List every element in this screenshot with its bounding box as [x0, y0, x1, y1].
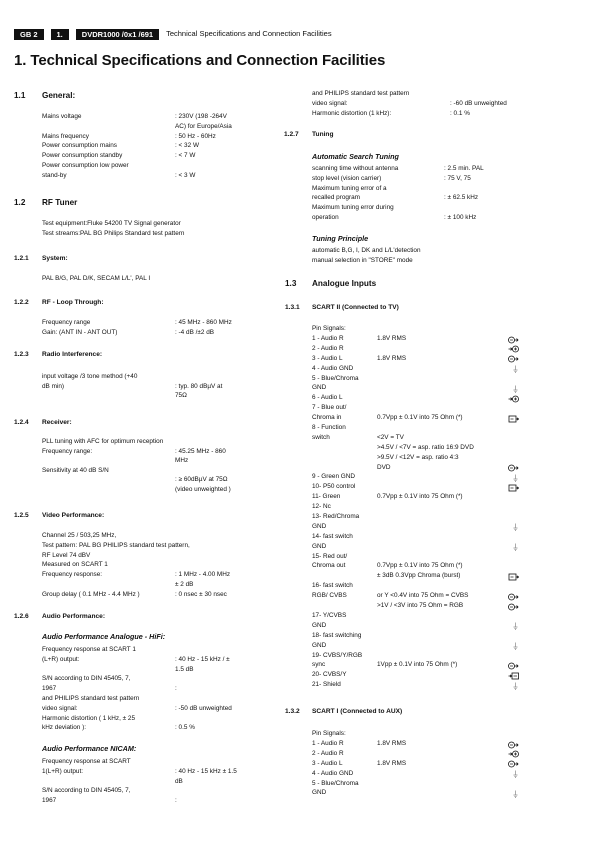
spec-value: MHz — [175, 457, 189, 465]
text-lines — [312, 247, 421, 267]
pin-name: 19- CVBS/Y/RGB — [312, 651, 363, 659]
spec-value: : — [175, 797, 177, 805]
section-title: RF Tuner — [42, 198, 78, 207]
spec-value: dB — [175, 777, 183, 785]
section-title: Radio Interference: — [42, 351, 103, 358]
spec-label: S/N according to DIN 45405, 7, — [42, 787, 131, 795]
pin-row — [312, 760, 520, 770]
spec-row — [42, 571, 302, 581]
spec-row — [42, 758, 302, 768]
pin-name: GND — [312, 542, 327, 550]
signal-out-icon — [508, 336, 519, 344]
text-lines — [42, 220, 184, 240]
spec-value: : < 3 W — [175, 171, 196, 179]
spec-label: scanning time without antenna — [312, 165, 399, 172]
pin-row — [312, 770, 520, 780]
text-line: Pin Signals: — [312, 730, 346, 737]
spec-label: 1967 — [42, 797, 57, 805]
subsection-title: Automatic Search Tuning — [312, 152, 399, 161]
pin-name: 5 - Blue/Chroma — [312, 374, 359, 382]
text-line: Test equipment:Fluke 54200 TV Signal generator — [42, 220, 181, 227]
pin-name: GND — [312, 641, 327, 649]
spec-row — [42, 724, 302, 734]
spec-label: video signal: — [42, 704, 78, 712]
spec-row — [42, 646, 302, 656]
spec-rows — [42, 113, 302, 182]
pin-row — [312, 355, 520, 365]
spec-row — [42, 329, 302, 339]
pin-row — [312, 394, 520, 404]
signal-out-icon — [508, 603, 519, 611]
section-title: Video Performance: — [42, 512, 105, 519]
spec-label: (L+R) output: — [42, 655, 80, 663]
pin-row — [312, 384, 520, 394]
subsection-title: Audio Performance Analogue - HiFi: — [42, 632, 166, 641]
pin-name: 3 - Audio L — [312, 759, 343, 767]
spec-label: recalled program — [312, 194, 360, 202]
section-number: 1.2.7 — [284, 131, 299, 138]
pin-name: RGB/ CVBS — [312, 592, 347, 600]
spec-label: input voltage /3 tone method (+40 — [42, 373, 138, 380]
spec-value: 75Ω — [175, 392, 187, 400]
spec-label: Frequency response: — [42, 571, 103, 579]
pin-row — [312, 652, 520, 662]
pin-name: 21- Shield — [312, 681, 341, 689]
pin-spec: 1.8V RMS — [377, 335, 407, 342]
section-number: 1.2 — [14, 198, 26, 207]
spec-value: : — [175, 685, 177, 693]
spec-value: : < 7 W — [175, 152, 196, 160]
pin-name: 20- CVBS/Y — [312, 671, 347, 679]
spec-value: : 2.5 min. PAL — [444, 165, 484, 172]
text-line: manual selection in "STORE" mode — [312, 256, 413, 264]
pin-spec: >1V / <3V into 75 Ohm = RGB — [377, 602, 464, 610]
ground-icon — [508, 622, 519, 630]
spec-rows — [42, 438, 302, 496]
pin-row — [312, 632, 520, 642]
spec-label: video signal: — [312, 99, 348, 107]
pin-row — [312, 681, 520, 691]
spec-row — [42, 552, 302, 562]
spec-label: Test pattern: PAL BG PHILIPS standard test pattern, — [42, 541, 190, 549]
pin-row — [312, 493, 520, 503]
video-out-icon — [508, 573, 519, 581]
section-title: Analogue Inputs — [312, 279, 377, 288]
spec-value: : 45 MHz - 860 MHz — [175, 319, 232, 326]
signal-in-icon — [508, 345, 519, 353]
pin-name: 15- Red out/ — [312, 552, 348, 560]
spec-value: : -50 dB unweighted — [175, 704, 232, 712]
text-line: automatic B,G, I, DK and L/L'detection — [312, 247, 421, 254]
ground-icon — [508, 385, 519, 393]
section-number: 1.2.4 — [14, 419, 29, 426]
spec-label: Maximum tuning error during — [312, 204, 394, 212]
section-number: 1.2.3 — [14, 351, 29, 358]
spec-label: and PHILIPS standard test pattern — [312, 90, 410, 97]
spec-row — [42, 666, 302, 676]
ground-icon — [508, 365, 519, 373]
pin-spec: >9.5V / <12V = asp. ratio 4:3 — [377, 453, 459, 461]
spec-label: operation — [312, 213, 339, 221]
pin-spec: 1.8V RMS — [377, 354, 407, 362]
pin-row — [312, 582, 520, 592]
spec-row — [42, 787, 302, 797]
spec-rows — [42, 758, 302, 807]
pin-row — [312, 553, 520, 563]
signal-in-icon — [508, 750, 519, 758]
pin-name: 14- fast switch — [312, 532, 353, 540]
spec-value: : ± 100 kHz — [444, 213, 477, 221]
signal-out-icon — [508, 741, 519, 749]
text-line: PAL B/G, PAL D/K, SECAM L/L', PAL I — [42, 275, 151, 282]
pin-spec: <2V = TV — [377, 433, 404, 441]
spec-label: S/N according to DIN 45405, 7, — [42, 675, 131, 683]
spec-row — [42, 373, 302, 383]
spec-value: : -4 dB /±2 dB — [175, 328, 215, 336]
spec-label: Harmonic distortion ( 1 kHz, ± 25 — [42, 714, 136, 722]
pin-row — [312, 434, 520, 444]
spec-row — [42, 467, 302, 477]
spec-row — [42, 542, 302, 552]
section-title: SCART II (Connected to TV) — [312, 304, 399, 311]
spec-label: PLL tuning with AFC for optimum reception — [42, 438, 164, 445]
pin-row — [312, 444, 520, 454]
ground-icon — [508, 790, 519, 798]
pin-row — [312, 602, 520, 612]
pin-row — [312, 543, 520, 553]
spec-row — [42, 162, 302, 172]
pin-row — [312, 335, 520, 345]
pin-row — [312, 464, 520, 474]
spec-label: Mains voltage — [42, 113, 82, 120]
spec-value: : 230V (198 -264V — [175, 113, 227, 120]
spec-value: : 50 Hz - 60Hz — [175, 132, 216, 140]
spec-label: Power consumption standby — [42, 152, 123, 160]
text-lines — [42, 275, 150, 285]
ground-icon — [508, 770, 519, 778]
signal-out-icon — [508, 593, 519, 601]
spec-row — [42, 685, 302, 695]
section-title: RF - Loop Through: — [42, 299, 104, 306]
pin-spec: 0.7Vpp ± 0.1V into 75 Ohm (*) — [377, 414, 463, 422]
spec-label: Power consumption mains — [42, 142, 117, 150]
pin-name: 11- Green — [312, 493, 341, 501]
ground-icon — [508, 523, 519, 531]
pin-row — [312, 404, 520, 414]
spec-value: : ≥ 60dBµV at 75Ω — [175, 476, 228, 484]
pin-name: 1 - Audio R — [312, 740, 344, 747]
section-number: 1.2.1 — [14, 255, 29, 262]
signal-in-icon — [508, 395, 519, 403]
spec-label: RF Level 74 dBV — [42, 551, 91, 559]
spec-label: and PHILIPS standard test pattern — [42, 694, 140, 702]
signal-out-icon — [508, 355, 519, 363]
spec-label: Frequency response at SCART 1 — [42, 646, 136, 653]
pin-name: sync — [312, 661, 326, 669]
ground-icon — [508, 682, 519, 690]
spec-label: Frequency range: — [42, 447, 93, 455]
pin-row — [312, 513, 520, 523]
pin-name: 4 - Audio GND — [312, 769, 354, 777]
spec-value: : 0.5 % — [175, 724, 195, 732]
spec-value: : 1 MHz - 4.00 MHz — [175, 571, 231, 579]
pin-name: 2 - Audio R — [312, 344, 344, 352]
pin-row — [312, 671, 520, 681]
spec-row — [42, 123, 302, 133]
video-out-icon — [508, 484, 519, 492]
pin-row — [312, 642, 520, 652]
spec-row — [42, 172, 302, 182]
spec-value: : typ. 80 dBµV at — [175, 382, 223, 390]
pin-spec: or Y <0.4V into 75 Ohm = CVBS — [377, 592, 469, 600]
spec-value: : 40 Hz - 15 kHz ± 1.5 — [175, 767, 237, 775]
spec-row — [42, 133, 302, 143]
pin-name: 10- P50 control — [312, 483, 356, 491]
spec-value: : 75 V, 75 — [444, 174, 471, 182]
spec-value: 1.5 dB — [175, 665, 194, 673]
signal-out-icon — [508, 760, 519, 768]
pin-row — [312, 661, 520, 671]
section-number: 1.3 — [285, 279, 297, 288]
header-title: Technical Specifications and Connection Facilities — [166, 28, 332, 38]
pin-spec: ± 3dB 0.3Vpp Chroma (burst) — [377, 572, 461, 580]
pin-name: 16- fast switch — [312, 582, 353, 590]
spec-row — [42, 656, 302, 666]
spec-row — [42, 581, 302, 591]
pin-row — [312, 473, 520, 483]
spec-row — [42, 591, 302, 601]
pin-name: 17- Y/CVBS — [312, 611, 347, 619]
pin-spec: 1Vpp ± 0.1V into 75 Ohm (*) — [377, 661, 458, 669]
spec-rows — [42, 646, 302, 734]
spec-row — [42, 695, 302, 705]
page-header — [14, 28, 332, 40]
pin-spec: 1.8V RMS — [377, 759, 407, 767]
spec-label: Channel 25 / 503,25 MHz, — [42, 532, 117, 539]
pin-spec: 1.8V RMS — [377, 740, 407, 747]
pin-name: 13- Red/Chroma — [312, 513, 360, 521]
spec-row — [312, 175, 572, 185]
pin-name: 6 - Audio L — [312, 394, 343, 402]
pin-list — [312, 740, 520, 799]
spec-label: Mains frequency — [42, 132, 89, 140]
spec-row — [312, 204, 572, 214]
spec-row — [42, 797, 302, 807]
text-line: Pin Signals: — [312, 325, 346, 332]
spec-label: Gain: (ANT IN - ANT OUT) — [42, 328, 118, 336]
pin-row — [312, 750, 520, 760]
pin-name: GND — [312, 789, 327, 797]
spec-row — [312, 90, 572, 100]
pin-row — [312, 562, 520, 572]
spec-value: : ± 62.5 kHz — [444, 194, 479, 202]
pin-spec: >4.5V / <7V = asp. ratio 16:9 DVD — [377, 443, 474, 451]
section-title: Tuning — [312, 131, 334, 138]
pin-spec: 0.7Vpp ± 0.1V into 75 Ohm (*) — [377, 562, 463, 570]
spec-label: Power consumption low power — [42, 161, 129, 169]
spec-row — [42, 476, 302, 486]
subsection-title: Tuning Principle — [312, 234, 369, 243]
header-tag-model: DVDR1000 /0x1 /691 — [76, 29, 159, 40]
section-number: 1.1 — [14, 91, 26, 100]
section-title: Receiver: — [42, 419, 72, 426]
pin-name: 18- fast switching — [312, 631, 362, 639]
pin-row — [312, 375, 520, 385]
pin-name: switch — [312, 433, 330, 441]
spec-row — [42, 675, 302, 685]
pin-name: 2 - Audio R — [312, 749, 344, 757]
pin-name: GND — [312, 384, 327, 392]
spec-label: Maximum tuning error of a — [312, 184, 387, 192]
spec-row — [42, 152, 302, 162]
video-in-icon — [508, 672, 519, 680]
spec-label: 1967 — [42, 685, 57, 693]
pin-name: Chroma out — [312, 562, 346, 570]
spec-value: : 0.1 % — [450, 109, 470, 117]
pin-row — [312, 523, 520, 533]
pin-row — [312, 592, 520, 602]
pin-name: 1 - Audio R — [312, 335, 344, 342]
pin-name: Chroma in — [312, 414, 342, 422]
signal-out-icon — [508, 662, 519, 670]
pin-row — [312, 424, 520, 434]
pin-row — [312, 365, 520, 375]
spec-row — [42, 768, 302, 778]
spec-label: kHz deviation ): — [42, 724, 87, 732]
spec-label: stand-by — [42, 171, 67, 179]
spec-value: : -60 dB unweighted — [450, 99, 507, 107]
pin-row — [312, 483, 520, 493]
pin-row — [312, 533, 520, 543]
spec-value: (video unweighted ) — [175, 485, 231, 493]
spec-row — [42, 457, 302, 467]
spec-row — [312, 214, 572, 224]
spec-label: Sensitivity at 40 dB S/N — [42, 466, 109, 474]
pin-row — [312, 780, 520, 790]
spec-row — [42, 561, 302, 571]
spec-value: ± 2 dB — [175, 580, 194, 588]
pin-row — [312, 572, 520, 582]
header-tag-page: GB 2 — [14, 29, 44, 40]
pin-name: 12- Nc — [312, 503, 331, 511]
spec-row — [42, 486, 302, 496]
spec-row — [312, 100, 572, 110]
section-number: 1.2.6 — [14, 613, 29, 620]
pin-name: 9 - Green GND — [312, 473, 355, 481]
spec-row — [42, 532, 302, 542]
pin-name: GND — [312, 621, 327, 629]
spec-row — [42, 142, 302, 152]
pin-name: 3 - Audio L — [312, 354, 343, 362]
spec-value: : 0 nsec ± 30 nsec — [175, 590, 227, 598]
pin-row — [312, 789, 520, 799]
page-title: 1. Technical Specifications and Connection Facilities — [14, 52, 386, 69]
video-out-icon — [508, 415, 519, 423]
pin-name: 5 - Blue/Chroma — [312, 779, 359, 787]
section-title: General: — [42, 91, 76, 100]
subsection-title: Audio Performance NICAM: — [42, 744, 137, 753]
spec-row — [42, 778, 302, 788]
header-tag-chapter: 1. — [51, 29, 69, 40]
spec-label: Frequency range — [42, 319, 91, 326]
pin-row — [312, 503, 520, 513]
spec-row — [42, 715, 302, 725]
spec-rows — [42, 319, 302, 339]
spec-row — [42, 113, 302, 123]
ground-icon — [508, 543, 519, 551]
spec-label: 1(L+R) output: — [42, 767, 84, 775]
spec-rows — [42, 532, 302, 601]
spec-row — [312, 110, 572, 120]
spec-value: : 40 Hz - 15 kHz / ± — [175, 655, 230, 663]
pin-row — [312, 740, 520, 750]
spec-label: Group delay ( 0.1 MHz - 4.4 MHz ) — [42, 590, 140, 598]
section-number: 1.3.1 — [285, 304, 300, 311]
ground-icon — [508, 642, 519, 650]
spec-row — [312, 165, 572, 175]
spec-value: : 45.25 MHz - 860 — [175, 447, 226, 455]
pin-name: 8 - Function — [312, 424, 346, 432]
pin-spec: 0.7Vpp ± 0.1V into 75 Ohm (*) — [377, 493, 463, 501]
signal-out-icon — [508, 464, 519, 472]
pin-list — [312, 335, 520, 691]
spec-value: : < 32 W — [175, 142, 199, 150]
pin-spec: DVD — [377, 463, 391, 471]
spec-row — [312, 194, 572, 204]
spec-row — [42, 392, 302, 402]
pin-name: 4 - Audio GND — [312, 364, 354, 372]
section-title: System: — [42, 255, 68, 262]
spec-rows — [42, 373, 302, 402]
spec-label: stop level (vision carrier) — [312, 174, 382, 182]
spec-label: Frequency response at SCART — [42, 758, 131, 765]
spec-row — [42, 448, 302, 458]
spec-row — [42, 383, 302, 393]
spec-row — [312, 185, 572, 195]
section-number: 1.2.2 — [14, 299, 29, 306]
spec-row — [42, 319, 302, 329]
spec-label: Harmonic distortion (1 kHz): — [312, 109, 392, 117]
ground-icon — [508, 474, 519, 482]
section-number: 1.3.2 — [285, 708, 300, 715]
spec-rows — [312, 165, 572, 224]
pin-row — [312, 345, 520, 355]
text-line: Test streams:PAL BG Philips Standard test pattern — [42, 229, 185, 237]
pin-row — [312, 454, 520, 464]
pin-row — [312, 622, 520, 632]
spec-row — [42, 705, 302, 715]
section-number: 1.2.5 — [14, 512, 29, 519]
pin-row — [312, 414, 520, 424]
spec-rows — [312, 90, 572, 119]
pin-name: GND — [312, 522, 327, 530]
spec-label: dB min) — [42, 382, 65, 390]
spec-value: AC) for Europe/Asia — [175, 122, 232, 130]
spec-row — [42, 438, 302, 448]
section-title: Audio Performance: — [42, 613, 106, 620]
section-title: SCART I (Connected to AUX) — [312, 708, 403, 715]
pin-row — [312, 612, 520, 622]
spec-label: Measured on SCART 1 — [42, 561, 108, 569]
pin-name: 7 - Blue out/ — [312, 404, 347, 412]
